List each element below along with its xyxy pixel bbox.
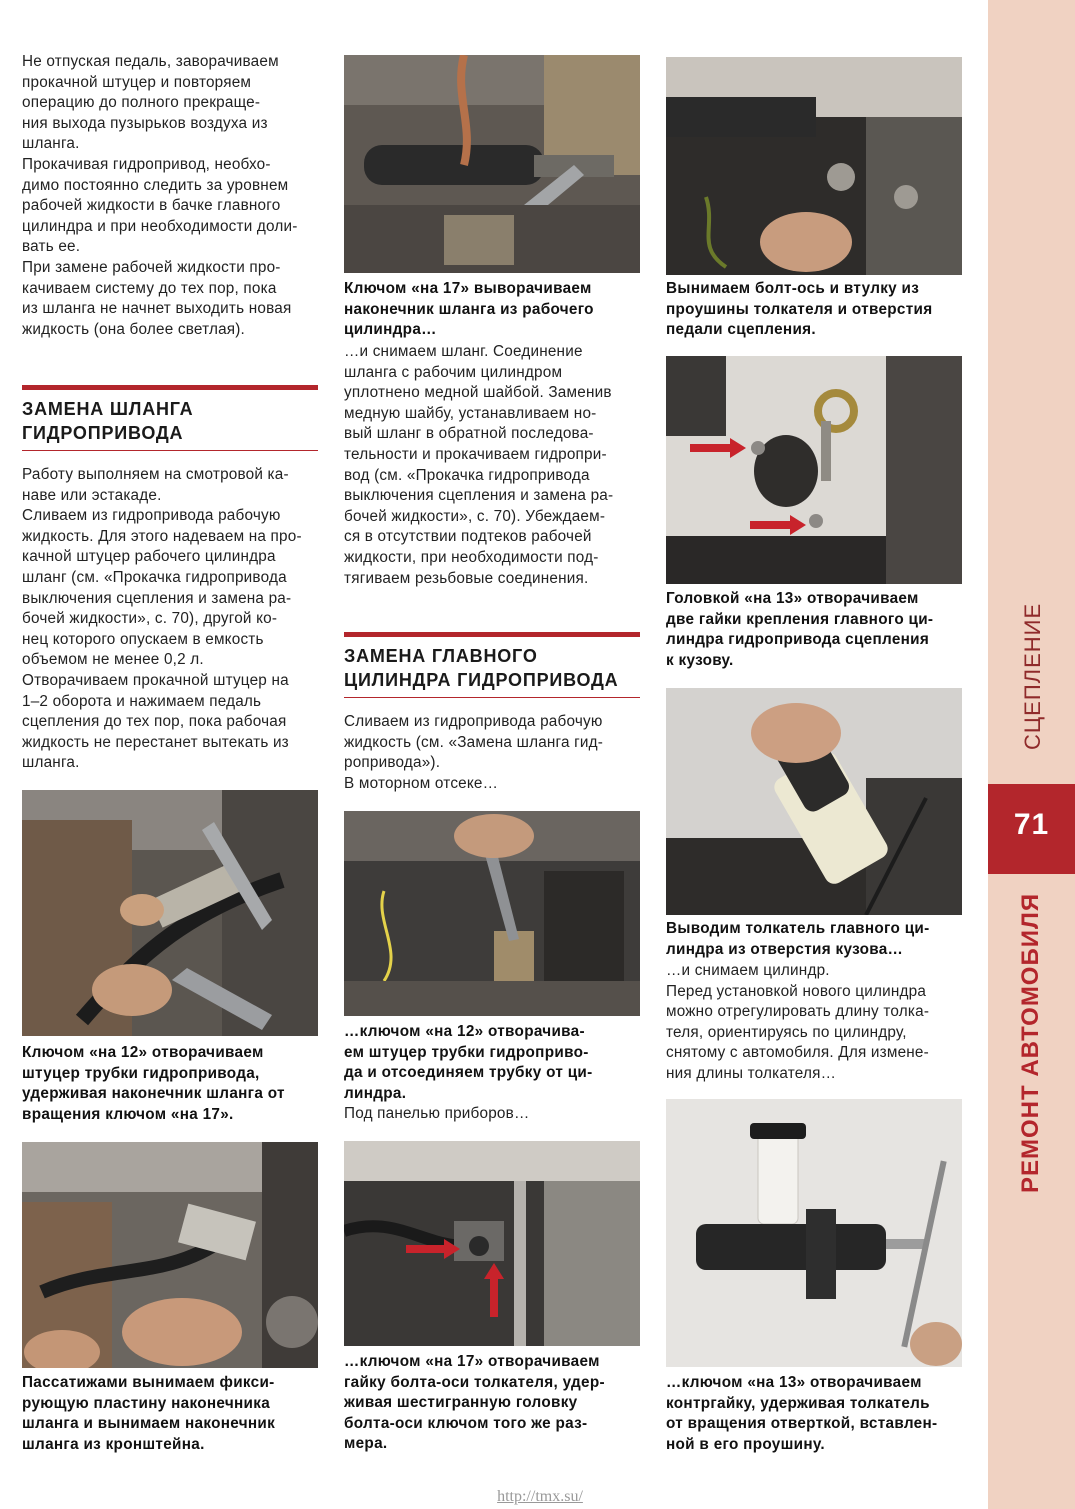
text-line: шланга из кронштейна. bbox=[22, 1435, 205, 1453]
text-line: операцию до полного прекраще- bbox=[22, 94, 261, 112]
text-line: Перед установкой нового цилиндра bbox=[666, 982, 927, 1000]
text-line: цилиндра… bbox=[344, 321, 437, 339]
text-line: тягиваем резьбовые соединения. bbox=[344, 569, 589, 587]
text-line: Отворачиваем прокачной штуцер на bbox=[22, 671, 289, 689]
photo-caption bbox=[666, 589, 962, 671]
dash-paragraph bbox=[344, 1104, 640, 1125]
text-line: Вынимаем болт-ось и втулку из bbox=[666, 280, 920, 297]
text-line: прокачной штуцер и повторяем bbox=[22, 73, 252, 91]
text-line: рующую пластину наконечника bbox=[22, 1394, 271, 1412]
text-line: можно отрегулировать длину толка- bbox=[666, 1003, 930, 1021]
photo-caption bbox=[344, 1352, 640, 1455]
section-rule bbox=[22, 385, 318, 390]
photo-mount-nuts bbox=[666, 356, 962, 584]
text-line: линдра гидропривода сцепления bbox=[666, 631, 930, 649]
text-line: вый шланг в обратной последова- bbox=[344, 425, 594, 443]
text-line: болта-оси ключом того же раз- bbox=[344, 1414, 588, 1432]
text-line: из шланга не начнет выходить новая bbox=[22, 300, 292, 318]
text-line: Работу выполняем на смотровой ка- bbox=[22, 466, 289, 483]
text-line: Головкой «на 13» отворачиваем bbox=[666, 590, 919, 607]
text-line: наконечник шланга из рабочего bbox=[344, 300, 594, 318]
text-line: две гайки крепления главного ци- bbox=[666, 610, 934, 628]
text-line: …и снимаем шланг. Соединение bbox=[344, 343, 583, 360]
text-line: Сливаем из гидропривода рабочую bbox=[22, 507, 281, 525]
text-line: да и отсоединяем трубку от ци- bbox=[344, 1064, 593, 1082]
photo-caption bbox=[666, 919, 962, 960]
photo-bolt-removal bbox=[666, 57, 962, 275]
footer-link[interactable]: http://tmx.su/ bbox=[497, 1488, 583, 1505]
text-line: шланга. bbox=[22, 135, 80, 153]
photo-cylinder-removal bbox=[666, 688, 962, 915]
text-line: Под панелью приборов… bbox=[344, 1105, 530, 1122]
text-line: ной в его проушину. bbox=[666, 1435, 825, 1453]
text-line: гайку болта-оси толкателя, удер- bbox=[344, 1373, 605, 1391]
text-line: качиваем систему до тех пор, пока bbox=[22, 279, 277, 297]
text-line: Выводим толкатель главного ци- bbox=[666, 920, 930, 937]
text-line: жидкость не перестанет вытекать из bbox=[22, 733, 289, 751]
text-line: педали сцепления. bbox=[666, 321, 816, 339]
text-line: наве или эстакаде. bbox=[22, 486, 162, 504]
text-line: …ключом «на 12» отворачива- bbox=[344, 1023, 585, 1040]
text-line: жидкость (см. «Замена шланга гид- bbox=[344, 733, 604, 751]
hose-replace-paragraph bbox=[344, 342, 640, 589]
text-line: медную шайбу, устанавливаем но- bbox=[344, 404, 597, 422]
text-line: димо постоянно следить за уровнем bbox=[22, 176, 289, 194]
section-title-line: ЗАМЕНА ГЛАВНОГО bbox=[344, 646, 538, 666]
photo-caption bbox=[22, 1373, 318, 1455]
text-line: ропривода»). bbox=[344, 754, 441, 772]
text-line: Сливаем из гидропривода рабочую bbox=[344, 713, 603, 730]
text-line: выключения сцепления и замена ра- bbox=[344, 487, 614, 505]
text-line: линдра. bbox=[344, 1084, 407, 1102]
text-line: …и снимаем цилиндр. bbox=[666, 962, 830, 979]
text-line: вать ее. bbox=[22, 238, 81, 256]
text-line: шланга и вынимаем наконечник bbox=[22, 1415, 276, 1433]
text-line: к кузову. bbox=[666, 651, 734, 669]
text-line: 1–2 оборота и нажимаем педаль bbox=[22, 692, 262, 710]
text-line: мера. bbox=[344, 1435, 388, 1453]
text-line: удерживая наконечник шланга от bbox=[22, 1085, 285, 1103]
text-line: В моторном отсеке… bbox=[344, 774, 499, 792]
text-line: снятому с автомобиля. Для измене- bbox=[666, 1044, 929, 1062]
chapter-label: СЦЕПЛЕНИЕ bbox=[1020, 602, 1045, 750]
section-rule bbox=[344, 632, 640, 637]
text-line: линдра из отверстия кузова… bbox=[666, 940, 904, 958]
photo-locknut-adjust bbox=[666, 1099, 962, 1367]
photo-caption bbox=[344, 1022, 640, 1104]
section-title-line: ЗАМЕНА ШЛАНГА bbox=[22, 399, 194, 419]
photo-caption bbox=[666, 1373, 962, 1455]
text-line: Не отпуская педаль, заворачиваем bbox=[22, 53, 279, 70]
text-line: Пассатижами вынимаем фикси- bbox=[22, 1374, 275, 1391]
text-line: жидкости, при необходимости под- bbox=[344, 548, 599, 566]
text-line: качной штуцер рабочего цилиндра bbox=[22, 548, 276, 566]
text-line: теля, ориентируясь по цилиндру, bbox=[666, 1023, 907, 1041]
section-title-line: ГИДРОПРИВОДА bbox=[22, 423, 184, 443]
text-line: вод (см. «Прокачка гидропривода bbox=[344, 466, 590, 484]
photo-caption bbox=[22, 1043, 318, 1125]
chapter-sidebar bbox=[988, 0, 1075, 1509]
text-line: тельности и прокачиваем гидропри- bbox=[344, 445, 607, 463]
text-line: бочей жидкости», с. 70), другой ко- bbox=[22, 610, 278, 628]
photo-engine-bay-fitting bbox=[344, 811, 640, 1016]
book-title: РЕМОНТ АВТОМОБИЛЯ bbox=[1017, 892, 1044, 1193]
intro-paragraph bbox=[22, 52, 318, 340]
text-line: Прокачивая гидропривод, необхо- bbox=[22, 155, 271, 173]
text-line: шланг (см. «Прокачка гидропривода bbox=[22, 568, 287, 586]
section-title-master-cylinder bbox=[344, 644, 640, 692]
text-line: сцепления до тех пор, пока рабочая bbox=[22, 713, 287, 731]
text-line: жидкость. Для этого надеваем на про- bbox=[22, 527, 302, 545]
page-number: 71 bbox=[1013, 808, 1050, 841]
text-line: объемом не менее 0,2 л. bbox=[22, 651, 204, 669]
photo-caption bbox=[666, 279, 962, 341]
master-cylinder-paragraph bbox=[344, 712, 640, 794]
text-line: шланга. bbox=[22, 754, 80, 772]
text-line: живая шестигранную головку bbox=[344, 1394, 578, 1412]
text-line: проушины толкателя и отверстия bbox=[666, 300, 933, 318]
text-line: цилиндра и при необходимости доли- bbox=[22, 217, 298, 235]
text-line: Ключом «на 17» выворачиваем bbox=[344, 280, 592, 297]
text-line: …ключом «на 13» отворачиваем bbox=[666, 1374, 922, 1391]
text-line: нец которого опускаем в емкость bbox=[22, 630, 264, 648]
hose-paragraph bbox=[22, 465, 318, 774]
cylinder-paragraph bbox=[666, 961, 962, 1085]
text-line: уплотнено медной шайбой. Заменив bbox=[344, 384, 612, 402]
text-line: При замене рабочей жидкости про- bbox=[22, 258, 281, 276]
photo-caption bbox=[344, 279, 640, 341]
text-line: штуцер трубки гидропривода, bbox=[22, 1064, 260, 1082]
photo-pushrod-bolt bbox=[344, 1141, 640, 1346]
text-line: от вращения отверткой, вставлен- bbox=[666, 1415, 938, 1433]
text-line: Ключом «на 12» отворачиваем bbox=[22, 1044, 264, 1061]
section-title-line: ЦИЛИНДРА ГИДРОПРИВОДА bbox=[344, 670, 619, 690]
text-line: ния выхода пузырьков воздуха из bbox=[22, 114, 268, 132]
section-underline bbox=[22, 450, 318, 451]
photo-hose-tip bbox=[344, 55, 640, 273]
photo-pliers-plate bbox=[22, 1142, 318, 1368]
text-line: ся в отсутствии подтеков рабочей bbox=[344, 528, 592, 546]
text-line: жидкость (она более светлая). bbox=[22, 320, 246, 338]
text-line: рабочей жидкости в бачке главного bbox=[22, 197, 281, 215]
section-title-hose bbox=[22, 397, 318, 445]
photo-wrench-fitting bbox=[22, 790, 318, 1036]
text-line: шланга с рабочим цилиндром bbox=[344, 363, 563, 381]
text-line: контргайку, удерживая толкатель bbox=[666, 1394, 930, 1412]
text-line: ния длины толкателя… bbox=[666, 1064, 837, 1082]
section-underline bbox=[344, 697, 640, 698]
text-line: выключения сцепления и замена ра- bbox=[22, 589, 292, 607]
text-line: бочей жидкости», с. 70). Убеждаем- bbox=[344, 507, 606, 525]
text-line: вращения ключом «на 17». bbox=[22, 1105, 234, 1123]
text-line: ем штуцер трубки гидроприво- bbox=[344, 1043, 589, 1061]
text-line: …ключом «на 17» отворачиваем bbox=[344, 1353, 600, 1370]
